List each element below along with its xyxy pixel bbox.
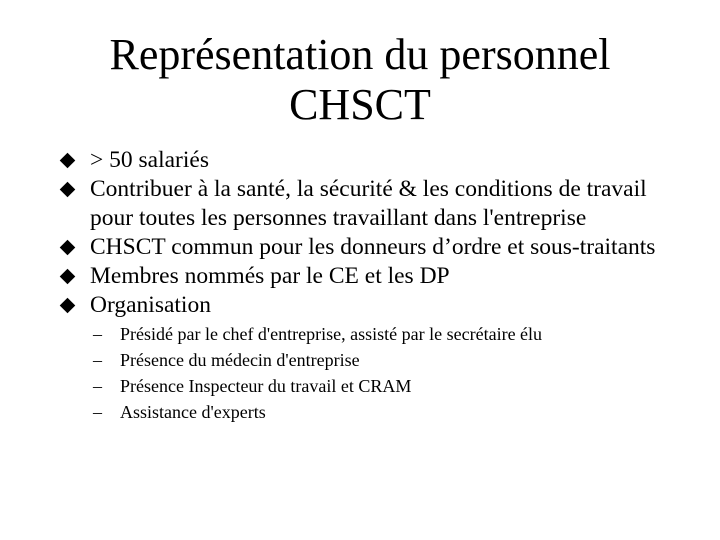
bullet-text: Organisation	[90, 292, 211, 318]
sub-bullet-item	[90, 399, 672, 425]
bullet-text: CHSCT commun pour les donneurs d’ordre et sous-traitants	[90, 234, 656, 260]
dash-marker: –	[93, 376, 102, 396]
sub-bullet-item	[90, 347, 672, 373]
bullet-item	[62, 262, 672, 291]
sub-bullet-text: Présence du médecin d'entreprise	[120, 350, 360, 370]
bullet-text: Membres nommés par le CE et les DP	[90, 263, 450, 289]
diamond-bullet-icon	[60, 298, 76, 314]
sub-bullet-text: Présidé par le chef d'entreprise, assisté par le secrétaire élu	[120, 324, 543, 344]
diamond-bullet-icon	[60, 240, 76, 256]
bullet-text: > 50 salariés	[90, 147, 209, 173]
dash-marker: –	[93, 324, 102, 344]
diamond-bullet-icon	[60, 153, 76, 169]
bullet-item	[62, 175, 672, 233]
dash-marker: –	[93, 350, 102, 370]
sub-bullet-list	[90, 321, 672, 425]
diamond-bullet-icon	[60, 269, 76, 285]
title-line-1: Représentation du personnel	[109, 30, 611, 79]
bullet-text: Contribuer à la santé, la sécurité & les conditions de travail pour toutes les personnes travaillant dans l'entreprise	[90, 176, 647, 231]
bullet-list	[62, 146, 672, 425]
slide-title	[0, 30, 720, 130]
title-line-2: CHSCT	[289, 80, 431, 129]
sub-bullet-text: Présence Inspecteur du travail et CRAM	[120, 376, 412, 396]
sub-bullet-item	[90, 373, 672, 399]
diamond-bullet-icon	[60, 182, 76, 198]
bullet-item	[62, 291, 672, 425]
sub-bullet-item	[90, 321, 672, 347]
bullet-item	[62, 233, 672, 262]
sub-bullet-text: Assistance d'experts	[120, 402, 266, 422]
dash-marker: –	[93, 402, 102, 422]
bullet-item	[62, 146, 672, 175]
